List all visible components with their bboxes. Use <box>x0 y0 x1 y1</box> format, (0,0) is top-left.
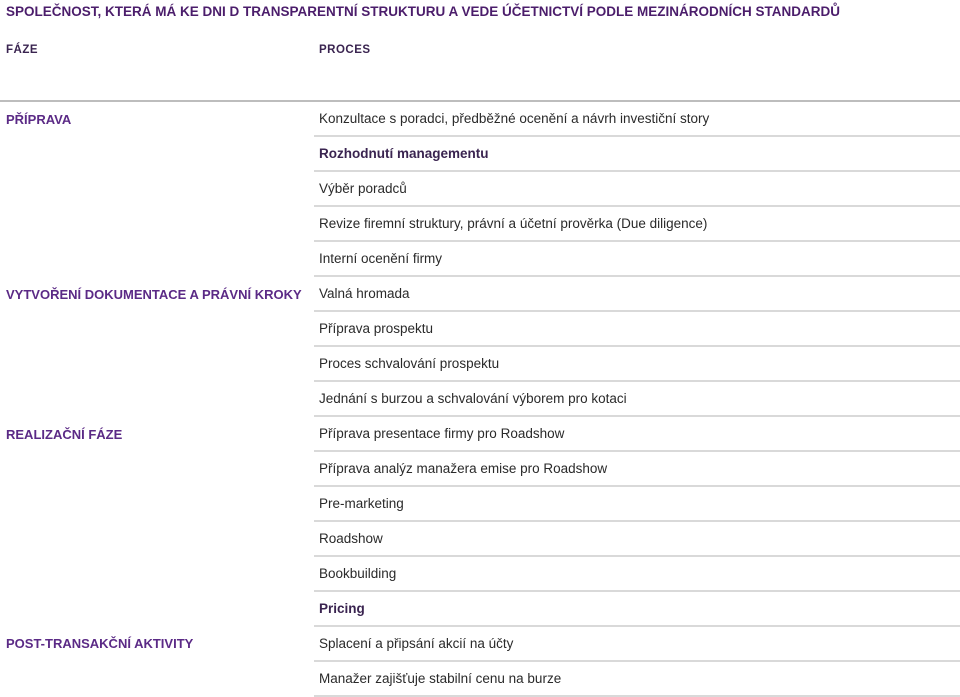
process-step: Interní ocenění firmy <box>314 242 960 277</box>
process-step: Splacení a připsání akcií na účty <box>314 627 960 662</box>
process-step: Příprava presentace firmy pro Roadshow <box>314 417 960 452</box>
page-title: SPOLEČNOST, KTERÁ MÁ KE DNI D TRANSPARENTNÍ STRUKTURU A VEDE ÚČETNICTVÍ PODLE MEZINÁRODNÍCH STANDARDŮ <box>6 4 841 19</box>
process-step: Jednání s burzou a schvalování výborem pro kotaci <box>314 382 960 417</box>
process-step: Pricing <box>314 592 960 627</box>
process-step: Valná hromada <box>314 277 960 312</box>
process-step: Příprava prospektu <box>314 312 960 347</box>
process-step: Pre-marketing <box>314 487 960 522</box>
column-header-phase: FÁZE <box>6 44 39 56</box>
process-step: Proces schvalování prospektu <box>314 347 960 382</box>
phase-label-preparation: PŘÍPRAVA <box>6 112 72 127</box>
process-step: Revize firemní struktury, právní a účetní prověrka (Due diligence) <box>314 207 960 242</box>
process-steps-list <box>314 102 960 697</box>
process-step: Rozhodnutí managementu <box>314 137 960 172</box>
phase-label-documentation: VYTVOŘENÍ DOKUMENTACE A PRÁVNÍ KROKY <box>6 287 302 302</box>
phase-label-execution: REALIZAČNÍ FÁZE <box>6 427 123 442</box>
column-header-process: PROCES <box>319 44 371 56</box>
process-step: Manažer zajišťuje stabilní cenu na burze <box>314 662 960 697</box>
process-step: Roadshow <box>314 522 960 557</box>
process-step: Bookbuilding <box>314 557 960 592</box>
process-step: Výběr poradců <box>314 172 960 207</box>
process-step: Konzultace s poradci, předběžné ocenění a návrh investiční story <box>314 102 960 137</box>
phase-label-post-transaction: POST-TRANSAKČNÍ AKTIVITY <box>6 636 194 651</box>
process-step: Příprava analýz manažera emise pro Roadshow <box>314 452 960 487</box>
